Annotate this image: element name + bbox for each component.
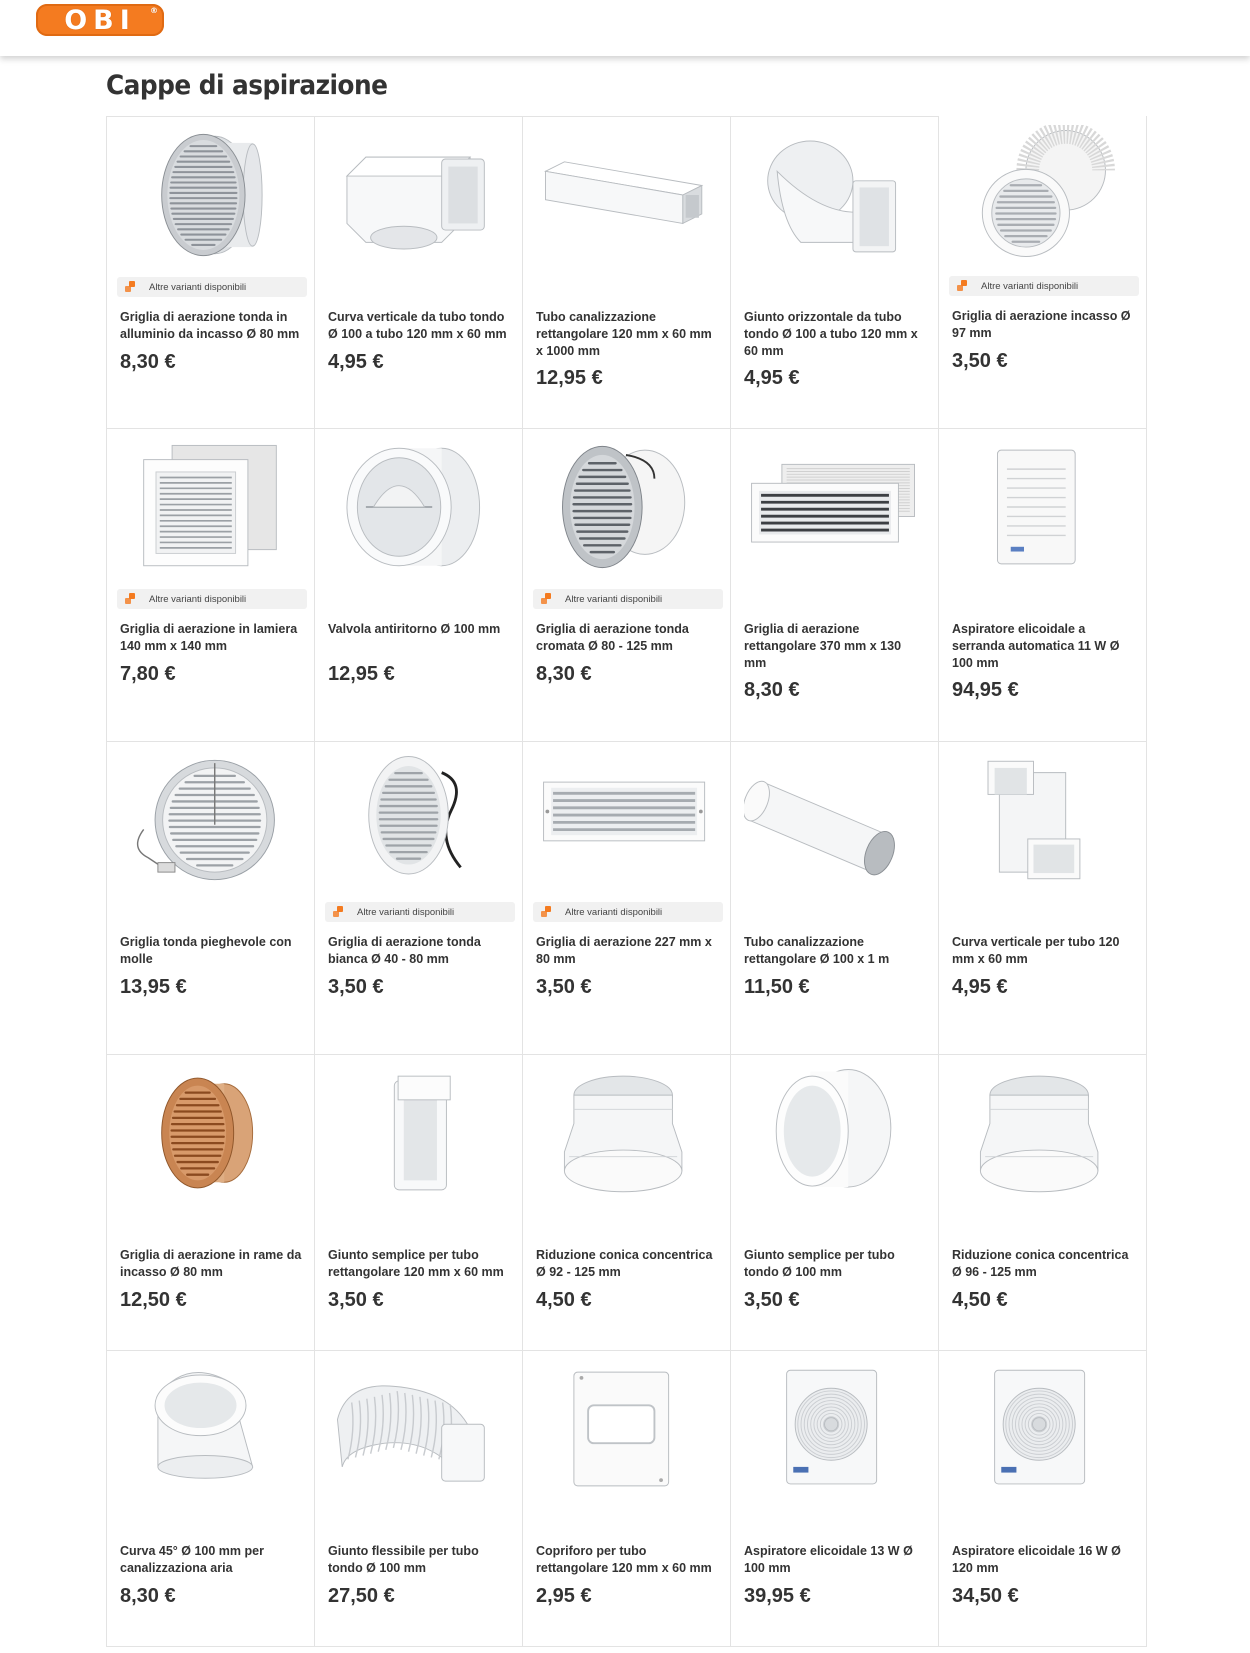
product-name[interactable]: Giunto flessibile per tubo tondo Ø 100 mm	[328, 1544, 479, 1575]
product-card[interactable]	[107, 742, 315, 1055]
product-name[interactable]: Giunto semplice per tubo rettangolare 120 mm x 60 mm	[328, 1248, 504, 1279]
product-card[interactable]	[939, 1351, 1147, 1647]
product-name[interactable]: Curva 45° Ø 100 mm per canalizzaziona aria	[120, 1544, 264, 1575]
product-name[interactable]: Griglia di aerazione tonda in alluminio da incasso Ø 80 mm	[120, 310, 300, 341]
product-price: 8,30 €	[120, 1585, 176, 1607]
product-card[interactable]	[107, 116, 315, 429]
product-price: 4,50 €	[536, 1289, 592, 1311]
product-image[interactable]	[947, 750, 1137, 890]
product-card[interactable]	[315, 116, 523, 429]
product-price: 8,30 €	[744, 679, 800, 701]
flexible-hose-icon	[328, 1360, 508, 1498]
product-image[interactable]	[531, 1359, 721, 1499]
round-grille-aluminium-icon	[120, 126, 300, 264]
variants-badge[interactable]	[533, 902, 723, 922]
product-card[interactable]	[523, 1055, 731, 1351]
rect-bend-icon	[952, 751, 1132, 889]
product-image[interactable]	[323, 437, 513, 577]
product-image[interactable]	[947, 1063, 1137, 1203]
product-price: 39,95 €	[744, 1585, 811, 1607]
product-price: 13,95 €	[120, 976, 187, 998]
product-price: 4,50 €	[952, 1289, 1008, 1311]
product-image[interactable]	[739, 1359, 929, 1499]
product-name[interactable]: Copriforo per tubo rettangolare 120 mm x 60 mm	[536, 1544, 712, 1575]
variants-badge[interactable]	[325, 902, 515, 922]
product-card[interactable]	[939, 742, 1147, 1055]
shutter-fan-icon	[952, 438, 1132, 576]
variants-badge[interactable]	[949, 276, 1139, 296]
product-price: 4,95 €	[952, 976, 1008, 998]
product-name[interactable]: Griglia di aerazione tonda bianca Ø 40 - 80 mm	[328, 935, 481, 966]
product-card[interactable]	[939, 429, 1147, 742]
variants-badge[interactable]	[117, 277, 307, 297]
product-image[interactable]	[739, 1063, 929, 1203]
product-price: 4,95 €	[328, 351, 384, 373]
variants-icon	[957, 280, 969, 292]
product-image[interactable]	[323, 1359, 513, 1499]
logo-text: OBI	[64, 4, 136, 36]
product-price: 4,95 €	[744, 367, 800, 389]
product-price: 7,80 €	[120, 663, 176, 685]
rect-coupling-icon	[328, 1064, 508, 1202]
variants-label: Altre varianti disponibili	[981, 280, 1079, 292]
round-grille-white-icon	[952, 125, 1132, 263]
variants-badge[interactable]	[117, 589, 307, 609]
product-name[interactable]: Riduzione conica concentrica Ø 96 - 125 mm	[952, 1248, 1129, 1279]
square-grille-icon	[120, 438, 300, 576]
product-price: 3,50 €	[952, 350, 1008, 372]
conical-reducer-icon	[952, 1064, 1132, 1202]
variants-icon	[541, 906, 553, 918]
product-image[interactable]	[531, 125, 721, 265]
product-name[interactable]: Griglia di aerazione rettangolare 370 mm x 130 mm	[744, 622, 902, 670]
product-card[interactable]	[107, 1055, 315, 1351]
round-pipe-icon	[744, 751, 924, 889]
product-card[interactable]	[315, 429, 523, 742]
product-price: 3,50 €	[536, 976, 592, 998]
product-image[interactable]	[115, 437, 305, 577]
rectangular-duct-icon	[536, 126, 716, 264]
product-name[interactable]: Riduzione conica concentrica Ø 92 - 125 mm	[536, 1248, 713, 1279]
product-image[interactable]	[115, 1359, 305, 1499]
variants-icon	[125, 593, 137, 605]
product-price: 27,50 €	[328, 1585, 395, 1607]
round-coupling-icon	[744, 1064, 924, 1202]
variants-icon	[541, 593, 553, 605]
product-name[interactable]: Curva verticale da tubo tondo Ø 100 a tubo 120 mm x 60 mm	[328, 310, 507, 341]
product-image[interactable]	[323, 750, 513, 890]
product-card[interactable]	[523, 742, 731, 1055]
product-price: 8,30 €	[120, 351, 176, 373]
product-card[interactable]	[731, 1055, 939, 1351]
variants-label: Altre varianti disponibili	[565, 593, 663, 605]
product-image[interactable]	[115, 125, 305, 265]
vertical-bend-adapter-icon	[328, 126, 508, 264]
variants-label: Altre varianti disponibili	[357, 906, 455, 918]
product-name[interactable]: Tubo canalizzazione rettangolare Ø 100 x 1 m	[744, 935, 890, 966]
round-grille-chrome-icon	[536, 438, 716, 576]
rectangular-grille-icon	[744, 438, 924, 576]
elbow-45-icon	[120, 1360, 300, 1498]
conical-reducer-icon	[536, 1064, 716, 1202]
wall-plate-icon	[536, 1360, 716, 1498]
product-image[interactable]	[947, 437, 1137, 577]
product-price: 34,50 €	[952, 1585, 1019, 1607]
product-name[interactable]: Griglia tonda pieghevole con molle	[120, 935, 292, 966]
product-price: 11,50 €	[744, 976, 810, 998]
product-name[interactable]: Aspiratore elicoidale a serranda automatica 11 W Ø 100 mm	[952, 622, 1120, 670]
product-card[interactable]	[315, 1351, 523, 1647]
registered-mark: ®	[150, 6, 158, 15]
product-card[interactable]	[523, 429, 731, 742]
variants-icon	[333, 906, 345, 918]
product-card[interactable]	[315, 742, 523, 1055]
product-name[interactable]: Griglia di aerazione incasso Ø 97 mm	[952, 309, 1131, 340]
spring-grille-icon	[120, 751, 300, 889]
product-price: 12,95 €	[328, 663, 395, 685]
product-name[interactable]: Valvola antiritorno Ø 100 mm	[328, 622, 501, 636]
product-image[interactable]	[739, 437, 929, 577]
product-image[interactable]	[115, 750, 305, 890]
product-name[interactable]: Curva verticale per tubo 120 mm x 60 mm	[952, 935, 1120, 966]
product-name[interactable]: Giunto semplice per tubo tondo Ø 100 mm	[744, 1248, 895, 1279]
product-price: 3,50 €	[328, 1289, 384, 1311]
product-name[interactable]: Griglia di aerazione 227 mm x 80 mm	[536, 935, 712, 966]
product-card[interactable]	[731, 1351, 939, 1647]
product-image[interactable]	[323, 1063, 513, 1203]
page-title: Cappe di aspirazione	[106, 70, 388, 101]
product-image[interactable]	[947, 124, 1137, 264]
product-card[interactable]	[939, 1055, 1147, 1351]
product-price: 3,50 €	[744, 1289, 800, 1311]
product-price: 8,30 €	[536, 663, 592, 685]
horizontal-joint-icon	[744, 126, 924, 264]
product-card[interactable]	[523, 116, 731, 429]
product-card[interactable]	[731, 429, 939, 742]
check-valve-icon	[328, 438, 508, 576]
product-image[interactable]	[115, 1063, 305, 1203]
product-grid	[106, 116, 1145, 1647]
variants-label: Altre varianti disponibili	[149, 281, 247, 293]
louvre-grille-icon	[536, 751, 716, 889]
variants-icon	[125, 281, 137, 293]
variants-label: Altre varianti disponibili	[149, 593, 247, 605]
product-card[interactable]	[107, 1351, 315, 1647]
product-image[interactable]	[531, 750, 721, 890]
product-image[interactable]	[739, 750, 929, 890]
product-image[interactable]	[323, 125, 513, 265]
product-name[interactable]: Griglia di aerazione in lamiera 140 mm x 140 mm	[120, 622, 298, 653]
product-card[interactable]	[939, 116, 1147, 429]
product-image[interactable]	[531, 1063, 721, 1203]
round-grille-spring-icon	[328, 751, 508, 889]
product-card[interactable]	[107, 429, 315, 742]
product-image[interactable]	[947, 1359, 1137, 1499]
product-name[interactable]: Giunto orizzontale da tubo tondo Ø 100 a tubo 120 mm x 60 mm	[744, 310, 918, 358]
product-image[interactable]	[531, 437, 721, 577]
axial-fan-icon	[952, 1360, 1132, 1498]
site-header	[0, 0, 1250, 56]
product-card[interactable]	[523, 1351, 731, 1647]
variants-label: Altre varianti disponibili	[565, 906, 663, 918]
product-name[interactable]: Griglia di aerazione in rame da incasso Ø 80 mm	[120, 1248, 302, 1279]
product-name[interactable]: Griglia di aerazione tonda cromata Ø 80 - 125 mm	[536, 622, 689, 653]
product-image[interactable]	[739, 125, 929, 265]
copper-grille-icon	[120, 1064, 300, 1202]
product-price: 94,95 €	[952, 679, 1019, 701]
product-price: 2,95 €	[536, 1585, 592, 1607]
product-price: 12,95 €	[536, 367, 603, 389]
product-card[interactable]	[315, 1055, 523, 1351]
product-name[interactable]: Aspiratore elicoidale 13 W Ø 100 mm	[744, 1544, 913, 1575]
variants-badge[interactable]	[533, 589, 723, 609]
product-price: 3,50 €	[328, 976, 384, 998]
product-card[interactable]	[731, 742, 939, 1055]
product-price: 12,50 €	[120, 1289, 187, 1311]
product-name[interactable]: Tubo canalizzazione rettangolare 120 mm x 60 mm x 1000 mm	[536, 310, 712, 358]
obi-logo[interactable]	[36, 4, 164, 36]
product-name[interactable]: Aspiratore elicoidale 16 W Ø 120 mm	[952, 1544, 1121, 1575]
product-card[interactable]	[731, 116, 939, 429]
axial-fan-icon	[744, 1360, 924, 1498]
